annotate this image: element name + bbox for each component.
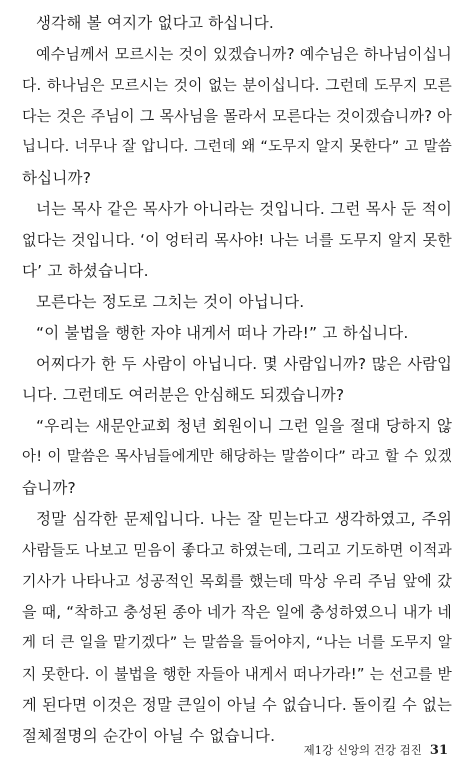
- text-line: 다는 것은 주님이 그 목사님을 몰라서 모른다는 것이겠습니까? 아: [22, 107, 452, 125]
- text-line: 게 더 큰 일을 맡기겠다” 는 말씀을 들어야지, “나는 너를 도무지 알: [22, 635, 452, 651]
- text-line: 없다는 것입니다. ‘이 엉터리 목사야! 나는 너를 도무지 알지 못한: [22, 231, 452, 249]
- text-line: 예수님께서 모르시는 것이 있겠습니까? 예수님은 하나님이십니: [36, 45, 452, 63]
- text-line: “우리는 새문안교회 청년 회원이니 그런 일을 절대 당하지 않: [36, 417, 452, 435]
- text-line: 지 못한다. 이 불법을 행한 자들아 내게서 떠나가라!” 는 선고를 받: [22, 666, 452, 683]
- page-number: 31: [429, 743, 448, 758]
- text-line: 기사가 나타나고 성공적인 목회를 했는데 막상 우리 주님 앞에 갔: [22, 572, 452, 590]
- page-footer: [304, 742, 448, 758]
- text-line: 니다. 그런데도 여러분은 안심해도 되겠습니까?: [22, 386, 345, 404]
- text-line: 절체절명의 순간이 아닐 수 없습니다.: [22, 727, 276, 745]
- text-line: 다’ 고 하셨습니다.: [22, 262, 149, 280]
- text-line: 게 된다면 이것은 정말 큰일이 아닐 수 없습니다. 돌이킬 수 없는: [22, 696, 452, 714]
- text-line: 정말 심각한 문제입니다. 나는 잘 믿는다고 생각하였고, 주위: [36, 510, 452, 528]
- text-line: 어찌다가 한 두 사람이 아닙니다. 몇 사람입니까? 많은 사람입: [36, 355, 452, 373]
- running-title: 제1강 신앙의 건강 검진: [303, 743, 422, 757]
- body-text: [22, 8, 452, 752]
- text-line: 생각해 볼 여지가 없다고 하십니다.: [36, 14, 275, 32]
- text-line: 너는 목사 같은 목사가 아니라는 것입니다. 그런 목사 둔 적이: [36, 200, 452, 218]
- text-line: 다. 하나님은 모르시는 것이 없는 분이십니다. 그런데 도무지 모른: [22, 77, 452, 94]
- text-line: 닙니다. 너무나 잘 압니다. 그런데 왜 “도무지 알지 못한다” 고 말씀: [22, 139, 452, 155]
- text-line: 하십니까?: [22, 169, 92, 187]
- text-line: 을 때, “착하고 충성된 종아 네가 작은 일에 충성하였으니 내가 네: [22, 603, 452, 621]
- text-line: “이 불법을 행한 자야 내게서 떠나 가라!” 고 하십니다.: [36, 324, 409, 342]
- text-line: 습니까?: [22, 479, 76, 497]
- text-line: 사람들도 나보고 믿음이 좋다고 하였는데, 그리고 기도하면 이적과: [22, 542, 452, 559]
- text-line: 모른다는 정도로 그치는 것이 아닙니다.: [36, 293, 305, 311]
- text-line: 아! 이 말씀은 목사님들에게만 해당하는 말씀이다” 라고 할 수 있겠: [22, 449, 452, 465]
